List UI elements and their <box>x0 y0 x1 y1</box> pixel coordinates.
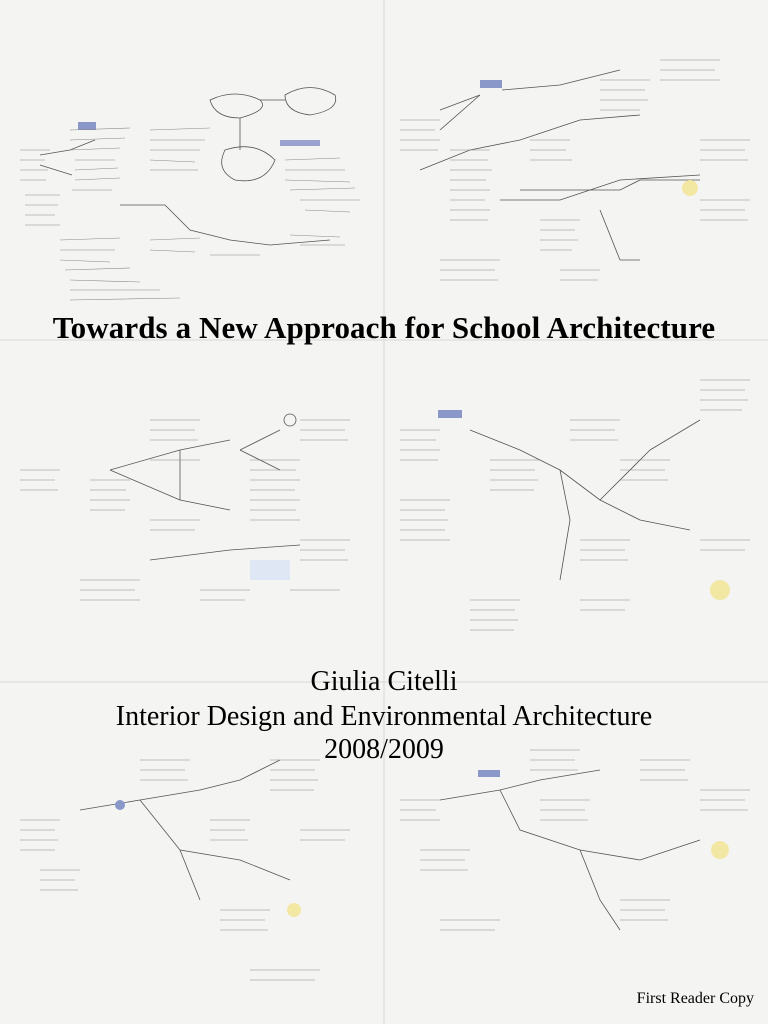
sketch-panel-3 <box>20 414 350 600</box>
course-name: Interior Design and Environmental Architecture <box>115 701 653 732</box>
copy-label: First Reader Copy <box>636 990 754 1007</box>
academic-year: 2008/2009 <box>324 734 444 765</box>
document-title: Towards a New Approach for School Architecture <box>52 310 716 345</box>
author-name: Giulia Citelli <box>310 666 458 697</box>
sketch-panel-2 <box>400 60 750 280</box>
sketch-panel-5 <box>20 760 350 980</box>
sketch-panel-4 <box>400 380 750 630</box>
sketch-panel-1 <box>20 88 360 301</box>
sketch-panel-6 <box>400 750 750 930</box>
